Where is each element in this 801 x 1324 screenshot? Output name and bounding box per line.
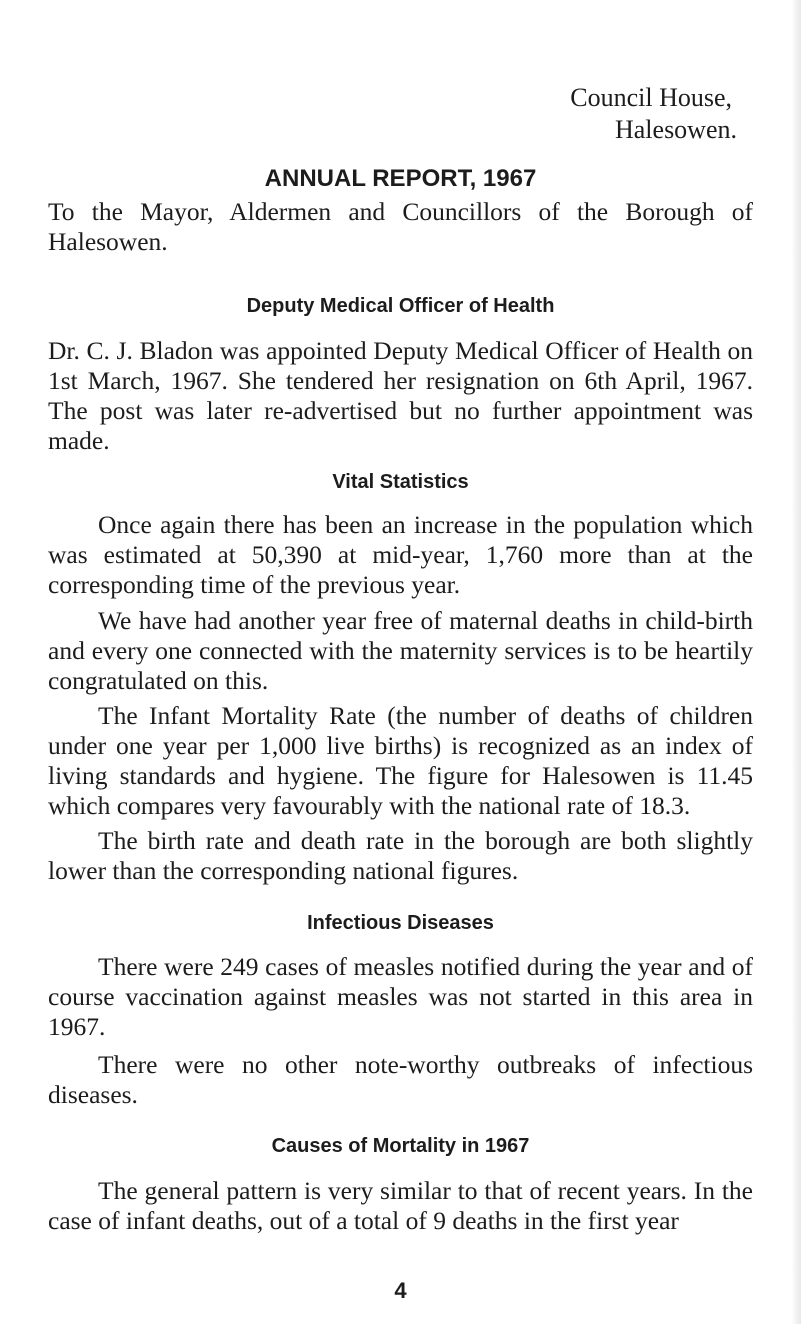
paragraph-measles: There were 249 cases of measles notified during the year and of course vaccination against measles was not started in this area in 1967. — [48, 952, 753, 1041]
paragraph-infant-mortality: The Infant Mortality Rate (the number of deaths of children under one year per 1,000 live births) is recognized as an index of living standards and hygiene. The figure for Halesowen is 11.45 which compares very favourably with the national rate of 18.3. — [48, 701, 753, 820]
paragraph-birth-death-rate: The birth rate and death rate in the borough are both slightly lower than the corresponding national figures. — [48, 826, 753, 885]
heading-infectious-diseases: Infectious Diseases — [307, 912, 494, 934]
paragraph-other-outbreaks: There were no other note-worthy outbreaks of infectious diseases. — [48, 1050, 753, 1109]
paragraph-maternal-deaths: We have had another year free of maternal deaths in child-birth and every one connected with the maternity services is to be heartily congratulated on this. — [48, 606, 753, 695]
salutation: To the Mayor, Aldermen and Councillors of the Borough of Halesowen. — [48, 197, 753, 256]
paragraph-general-pattern: The general pattern is very similar to that of recent years. In the case of infant deaths, out of a total of 9 deaths in the first year — [48, 1176, 753, 1235]
heading-deputy-medical-officer: Deputy Medical Officer of Health — [246, 295, 555, 317]
page-edge-shadow — [791, 0, 801, 1324]
paragraph-deputy-appointment: Dr. C. J. Bladon was appointed Deputy Medical Officer of Health on 1st March, 1967. She tendered her resignation on 6th April, 1967. The post was later re-advertised but no further appointment was made. — [48, 336, 753, 455]
address-line-1: Council House, — [570, 83, 732, 112]
page-number: 4 — [394, 1278, 407, 1303]
heading-causes-of-mortality: Causes of Mortality in 1967 — [271, 1135, 530, 1157]
heading-vital-statistics: Vital Statistics — [332, 471, 469, 493]
paragraph-population: Once again there has been an increase in the population which was estimated at 50,390 at mid-year, 1,760 more than at the corresponding time of the previous year. — [48, 510, 753, 599]
address-line-2: Halesowen. — [614, 115, 737, 144]
report-title: ANNUAL REPORT, 1967 — [264, 165, 537, 192]
